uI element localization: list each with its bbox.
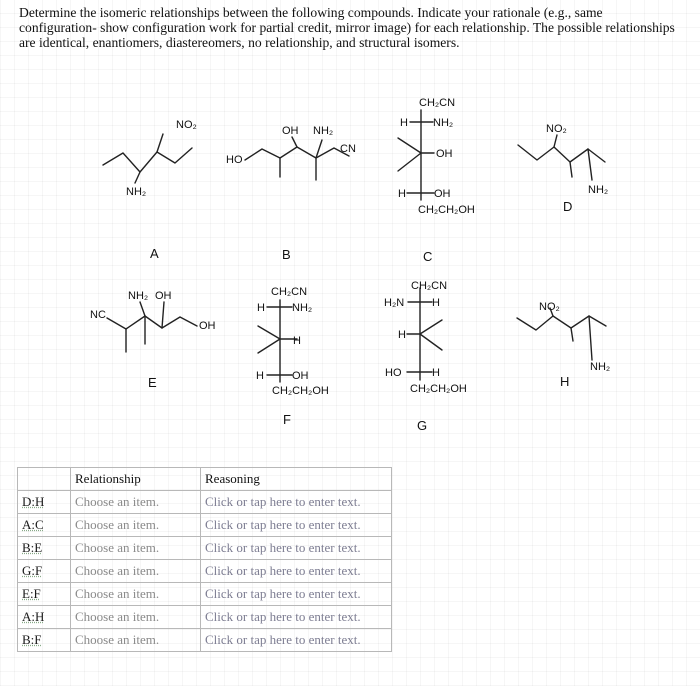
compound-a [103,119,197,261]
pair-label: B:F [18,629,71,652]
label-b-2: NH₂ [313,125,334,137]
table-row [18,629,392,652]
label-a-0: NO₂ [176,119,197,131]
compound-d [518,123,608,214]
reasoning-input[interactable]: Click or tap here to enter text. [201,537,392,560]
label-b-0: HO [226,154,243,166]
table-row [18,514,392,537]
letter-b: B [282,247,291,262]
table-row [18,537,392,560]
relationship-dropdown[interactable]: Choose an item. [71,560,201,583]
label-c-5: OH [434,188,451,200]
label-f-3: H [293,335,301,347]
header-pair [18,468,71,491]
reasoning-input[interactable]: Click or tap here to enter text. [201,606,392,629]
label-d-1: NH₂ [588,184,609,196]
table-row [18,560,392,583]
reasoning-input[interactable]: Click or tap here to enter text. [201,629,392,652]
compound-b [226,125,356,262]
label-g-4: HO [385,367,402,379]
label-c-1: H [400,117,408,129]
letter-g: G [417,418,428,433]
pair-label: G:F [18,560,71,583]
label-g-6: CH₂CH₂OH [410,383,467,395]
table-row [18,606,392,629]
question-text: Determine the isomeric relationships between the following compounds. Indicate your rationale (e.g., same configuration- show configuration work for partial credit, mirror image) for each relationship. The possible relationships are identical, enantiomers, diastereomers, no relationship, and structural isomers. [19,5,675,50]
label-c-2: NH₂ [433,117,454,129]
letter-h: H [560,374,570,389]
label-f-4: H [256,370,264,382]
header-relationship: Relationship [71,468,201,491]
compound-h [517,301,610,389]
reasoning-input[interactable]: Click or tap here to enter text. [201,560,392,583]
label-g-3: H [398,329,406,341]
letter-d: D [563,199,573,214]
label-g-1: H₂N [384,297,405,309]
label-c-6: CH₂CH₂OH [418,204,475,216]
relationship-dropdown[interactable]: Choose an item. [71,537,201,560]
reasoning-input[interactable]: Click or tap here to enter text. [201,514,392,537]
label-c-3: OH [436,148,453,160]
label-f-6: CH₂CH₂OH [272,385,329,397]
letter-e: E [148,375,157,390]
table-header-row [18,468,392,491]
reasoning-input[interactable]: Click or tap here to enter text. [201,491,392,514]
header-reasoning: Reasoning [201,468,392,491]
letter-a: A [150,246,159,261]
table-row [18,583,392,606]
label-d-0: NO₂ [546,123,567,135]
relationship-dropdown[interactable]: Choose an item. [71,514,201,537]
label-e-3: OH [199,320,216,332]
relationship-dropdown[interactable]: Choose an item. [71,629,201,652]
label-f-1: H [257,302,265,314]
label-g-0: CH₂CN [411,280,448,292]
relationship-table [17,467,392,652]
pair-label: B:E [18,537,71,560]
label-f-0: CH₂CN [271,286,308,298]
label-f-2: NH₂ [292,302,313,314]
pair-label: E:F [18,583,71,606]
label-b-3: CN [340,143,356,155]
label-f-5: OH [292,370,309,382]
label-e-0: NC [90,309,106,321]
label-e-1: NH₂ [128,290,149,302]
table-row [18,491,392,514]
reasoning-input[interactable]: Click or tap here to enter text. [201,583,392,606]
label-c-0: CH₂CN [419,97,456,109]
label-g-5: H [432,367,440,379]
label-h-1: NH₂ [590,361,611,373]
label-e-2: OH [155,290,172,302]
pair-label: D:H [18,491,71,514]
pair-label: A:C [18,514,71,537]
relationship-dropdown[interactable]: Choose an item. [71,606,201,629]
letter-f: F [283,412,291,427]
label-a-1: NH₂ [126,186,147,198]
compound-c [398,97,475,264]
relationship-dropdown[interactable]: Choose an item. [71,583,201,606]
label-c-4: H [398,188,406,200]
relationship-dropdown[interactable]: Choose an item. [71,491,201,514]
pair-label: A:H [18,606,71,629]
compound-g [384,280,467,433]
label-g-2: H [432,297,440,309]
label-h-0: NO₂ [539,301,560,313]
label-b-1: OH [282,125,299,137]
compound-f [256,286,329,427]
letter-c: C [423,249,433,264]
compound-e [90,290,216,390]
